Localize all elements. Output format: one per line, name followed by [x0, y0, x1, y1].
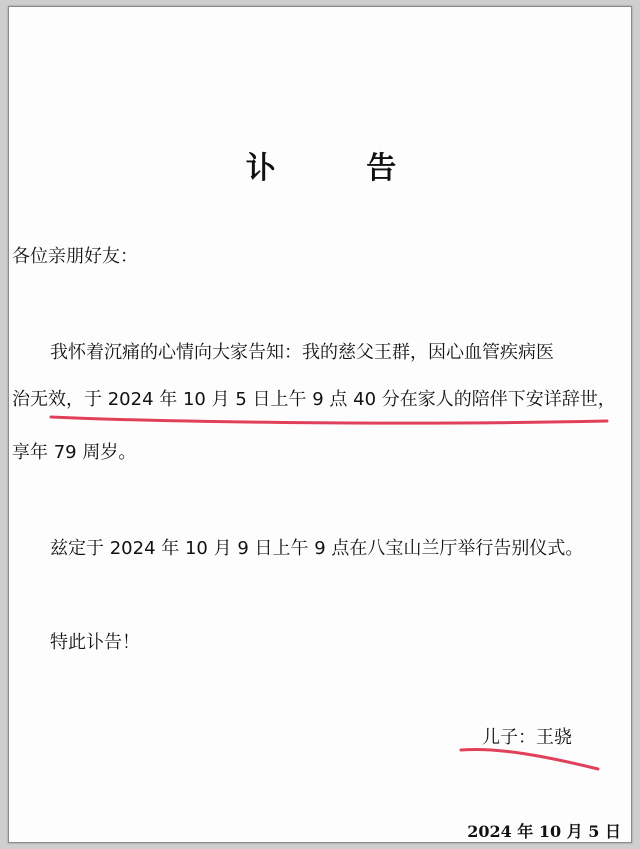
page-title: 讣 告: [245, 151, 437, 186]
paragraph-3: 特此讣告！: [50, 632, 140, 653]
underline-signature: [461, 749, 598, 769]
paragraph-1-line-2: 治无效，于 2024 年 10 月 5 日上午 9 点 40 分在家人的陪伴下安详辞世，: [12, 389, 616, 410]
salutation: 各位亲朋好友：: [12, 246, 138, 267]
obituary-page: [8, 6, 632, 843]
signature: 儿子：王骁: [482, 727, 572, 748]
document-date: 2024 年 10 月 5 日: [467, 822, 621, 841]
underline-date-sentence: [51, 417, 607, 423]
handwritten-underlines: [9, 7, 633, 844]
paragraph-2: 兹定于 2024 年 10 月 9 日上午 9 点在八宝山兰厅举行告别仪式。: [50, 538, 584, 559]
paragraph-1-line-3: 享年 79 周岁。: [12, 442, 137, 463]
paragraph-1-line-1: 我怀着沉痛的心情向大家告知：我的慈父王群，因心血管疾病医: [50, 342, 554, 363]
